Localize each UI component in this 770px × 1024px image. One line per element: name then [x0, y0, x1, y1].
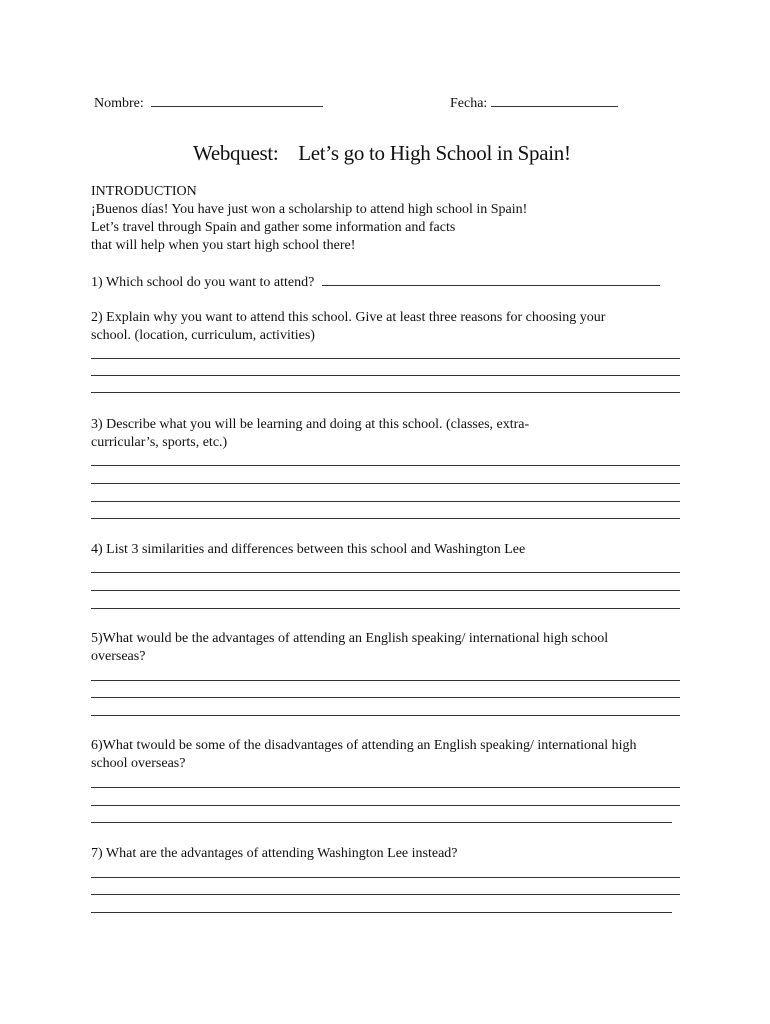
answer-line[interactable]	[91, 787, 680, 788]
question-text: 2) Explain why you want to attend this school. Give at least three reasons for choosing your	[91, 310, 606, 325]
answer-line[interactable]	[91, 697, 680, 698]
answer-line[interactable]	[91, 912, 672, 913]
answer-line[interactable]	[91, 392, 680, 393]
question-text: 1) Which school do you want to attend?	[91, 275, 315, 290]
question-text: 3) Describe what you will be learning and doing at this school. (classes, extra-	[91, 417, 530, 432]
question-text: 5)What would be the advantages of attending an English speaking/ international high school	[91, 631, 609, 646]
answer-line[interactable]	[91, 608, 680, 609]
answer-line[interactable]	[91, 501, 680, 502]
question-text: curricular’s, sports, etc.)	[91, 435, 228, 450]
question-text: 7) What are the advantages of attending Washington Lee instead?	[91, 846, 458, 861]
intro-line: Let’s travel through Spain and gather some information and facts	[91, 220, 456, 235]
intro-line: ¡Buenos días! You have just won a scholarship to attend high school in Spain!	[91, 202, 528, 217]
answer-line[interactable]	[91, 822, 672, 823]
question-text: 6)What twould be some of the disadvantages of attending an English speaking/ international high	[91, 738, 637, 753]
date-blank[interactable]	[491, 94, 618, 107]
name-label: Nombre:	[94, 96, 144, 111]
answer-line[interactable]	[91, 715, 680, 716]
name-blank[interactable]	[151, 94, 323, 107]
question-text: school. (location, curriculum, activities)	[91, 328, 315, 343]
question-1	[91, 273, 660, 292]
date-field[interactable]	[450, 94, 618, 113]
answer-line[interactable]	[91, 894, 680, 895]
date-label: Fecha:	[450, 96, 488, 111]
intro-line: that will help when you start high school there!	[91, 238, 356, 253]
answer-line[interactable]	[91, 805, 680, 806]
answer-line[interactable]	[91, 680, 680, 681]
answer-line[interactable]	[91, 465, 680, 466]
answer-line[interactable]	[91, 590, 680, 591]
page-title: Webquest: Let’s go to High School in Spain!	[193, 141, 571, 165]
answer-line[interactable]	[91, 483, 680, 484]
answer-blank[interactable]	[322, 273, 660, 286]
answer-line[interactable]	[91, 518, 680, 519]
answer-line[interactable]	[91, 358, 680, 359]
answer-line[interactable]	[91, 877, 680, 878]
answer-line[interactable]	[91, 375, 680, 376]
answer-line[interactable]	[91, 572, 680, 573]
intro-heading: INTRODUCTION	[91, 184, 197, 199]
question-text: school overseas?	[91, 756, 186, 771]
name-field[interactable]	[94, 94, 323, 113]
question-text: 4) List 3 similarities and differences between this school and Washington Lee	[91, 542, 526, 557]
question-text: overseas?	[91, 649, 146, 664]
